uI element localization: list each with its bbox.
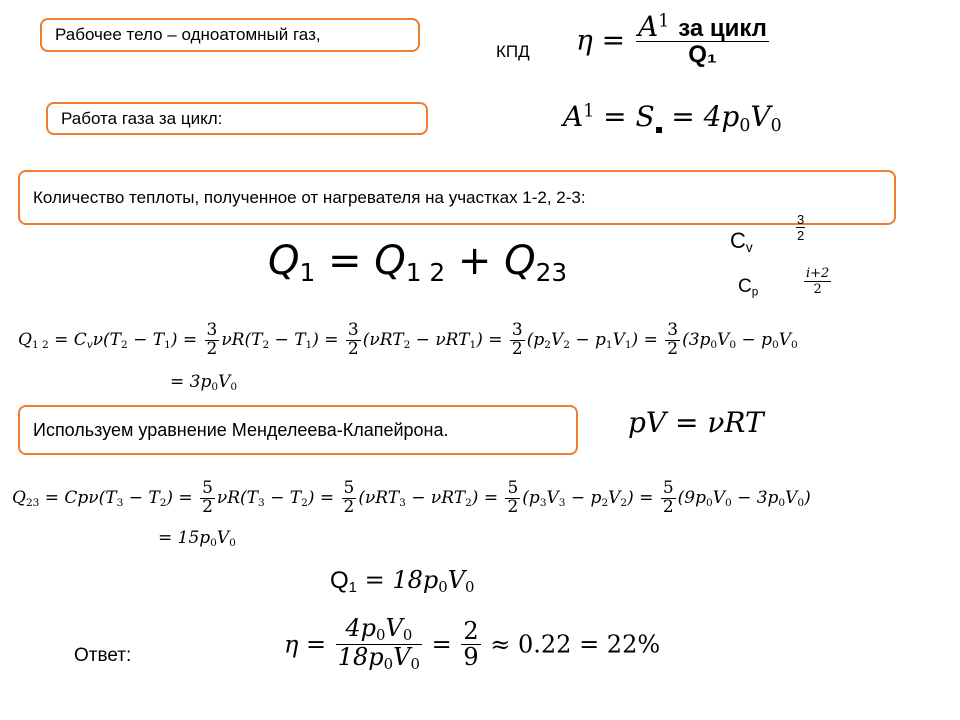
work-formula: $A^1 = S = 4p_0V_0$: [563, 100, 782, 136]
cp-value: i+2 2: [806, 266, 830, 297]
mendeleev-text: Используем уравнение Менделеева-Клапейрона.: [33, 419, 449, 440]
answer-formula: η = $\frac{4p_0V_0}{18p_0V_0}$ = $\frac{2}{9}$ ≈ 0.22 = 22%: [284, 614, 661, 673]
heat-received-box: [18, 170, 896, 225]
heat-received-text: Количество теплоты, полученное от нагревателя на участках 1-2, 2-3:: [33, 187, 586, 207]
q12-line2: = $3p_0V_0$: [170, 372, 238, 393]
cv-symbol: $C_v$: [730, 228, 753, 255]
q12-line1: $Q_{1 2} = C_v\nu(T_2 - T_1)$ = $\frac{3}{2}$ $\nu R(T_2 - T_1)$ = $\frac{3}{2}$ (νRT$_2$ − νRT$_1$) = $\frac{3}{2}$ $(p_2V_2 - p_1V_1)$ = $\frac{3}{2}$ ($3p_0V_0 - p_0V_0$: [18, 320, 798, 359]
mendeleev-box: [18, 405, 578, 455]
ideal-gas-formula: pV = νRT: [628, 406, 764, 439]
working-body-box: [40, 18, 420, 52]
efficiency-label: КПД: [496, 42, 530, 61]
work-per-cycle-text: Работа газа за цикл:: [61, 108, 223, 128]
eta-numerator-words: за цикл: [678, 15, 767, 42]
working-body-text: Рабочее тело – одноатомный газ,: [55, 25, 321, 44]
q1-total-formula: $Q_1 = 18p_0V_0$: [330, 566, 475, 597]
efficiency-formula: η = $A^1$ за цикл Q₁: [576, 10, 767, 69]
q1-sum-formula: $Q_1 = Q_{1 2} + Q_{23}$: [268, 238, 568, 287]
eta-denominator: Q₁: [688, 41, 717, 69]
q23-line2: = $15p_0V_0$: [158, 528, 236, 549]
cp-symbol: $C_p$: [738, 276, 759, 299]
cv-value: 3 2: [797, 212, 805, 243]
answer-label: Ответ:: [74, 645, 132, 666]
work-per-cycle-box: [46, 102, 428, 135]
q23-line1: $Q_{23} = Cp\nu(T_3 - T_2)$ = $\frac{5}{2}$ $\nu R(T_3 - T_2)$ = $\frac{5}{2}$ (νRT$_3$ − νRT$_2$) = $\frac{5}{2}$ $(p_3V_3 - p_2V_2)$ = $\frac{5}{2}$ $(9p_0V_0 - 3p_0V_0)$: [12, 478, 811, 517]
